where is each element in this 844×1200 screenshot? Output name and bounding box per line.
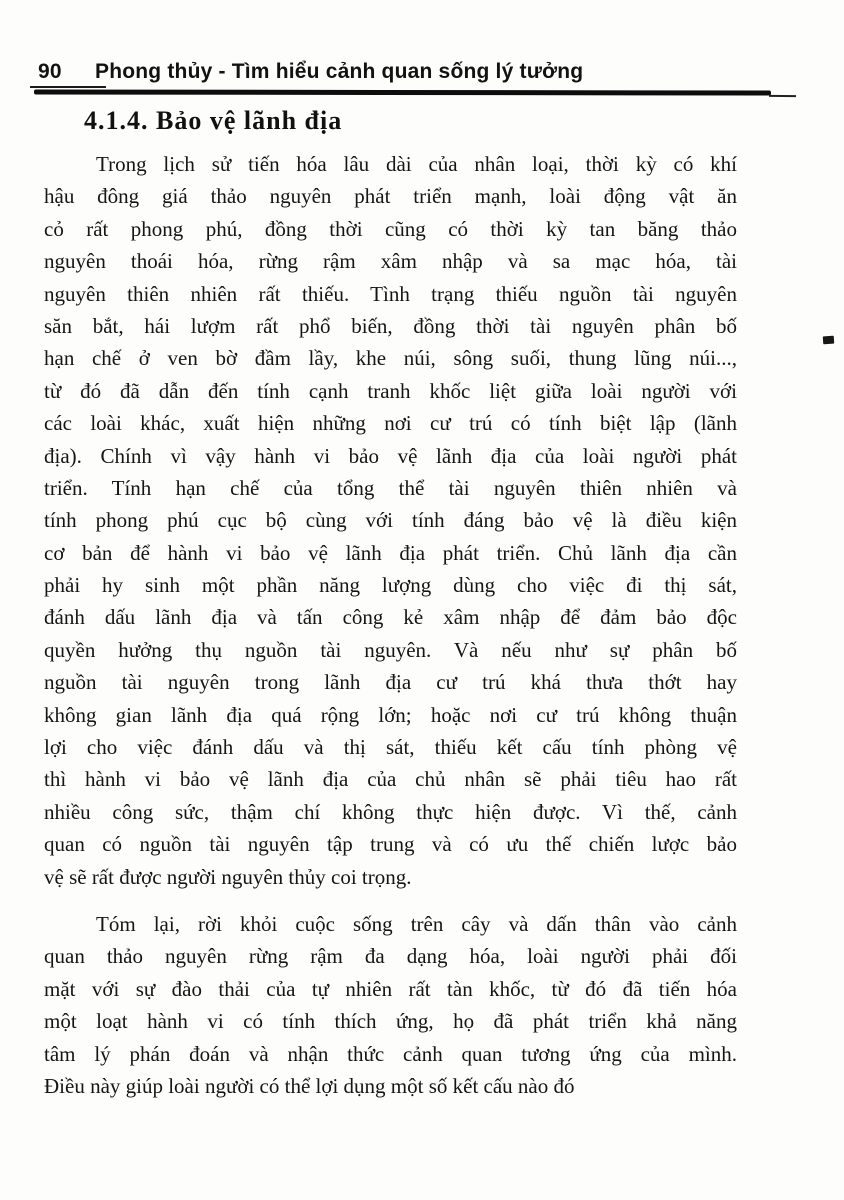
text-line: một loạt hành vi có tính thích ứng, họ đã phát triển khả năng — [44, 1009, 737, 1034]
header-rule-thin — [30, 86, 106, 88]
paragraph — [44, 148, 737, 893]
text-line: lợi cho việc đánh dấu và thị sát, thiếu kết cấu tính phòng vệ — [44, 735, 737, 760]
text-line: phải hy sinh một phần năng lượng dùng cho việc đi thị sát, — [44, 573, 737, 598]
body-text — [44, 148, 737, 1102]
text-line: không gian lãnh địa quá rộng lớn; hoặc nơi cư trú không thuận — [44, 702, 737, 727]
running-header — [38, 60, 778, 84]
text-line: Tóm lại, rời khỏi cuộc sống trên cây và dấn thân vào cảnh — [96, 911, 737, 936]
running-title: Phong thủy - Tìm hiểu cảnh quan sống lý tưởng — [95, 60, 584, 83]
ink-dash-mark — [823, 336, 835, 345]
text-line: địa). Chính vì vậy hành vi bảo vệ lãnh địa của loài người phát — [44, 443, 737, 468]
text-line: quyền hưởng thụ nguồn tài nguyên. Và nếu như sự phân bố — [44, 637, 737, 662]
text-line: tính phong phú cục bộ cùng với tính đáng bảo vệ là điều kiện — [44, 508, 737, 533]
text-line: mặt với sự đào thải của tự nhiên rất tàn khốc, từ đó đã tiến hóa — [44, 976, 737, 1001]
text-line: vệ sẽ rất được người nguyên thủy coi trọng. — [44, 864, 412, 889]
text-line: Trong lịch sử tiến hóa lâu dài của nhân loại, thời kỳ có khí — [96, 152, 737, 176]
text-line: cơ bản để hành vi bảo vệ lãnh địa phát triển. Chủ lãnh địa cần — [44, 540, 737, 565]
text-line: thì hành vi bảo vệ lãnh địa của chủ nhân sẽ phải tiêu hao rất — [44, 767, 737, 792]
page-number: 90 — [38, 60, 62, 83]
text-line: đánh dấu lãnh địa và tấn công kẻ xâm nhập để đảm bảo độc — [44, 605, 737, 630]
text-line: nguyên thoái hóa, rừng rậm xâm nhập và sa mạc hóa, tài — [44, 249, 737, 274]
text-line: cỏ rất phong phú, đồng thời cũng có thời kỳ tan băng thảo — [44, 216, 737, 241]
text-line: nhiều công sức, thậm chí không thực hiện được. Vì thế, cảnh — [44, 799, 737, 824]
text-line: săn bắt, hái lượm rất phổ biến, đồng thời tài nguyên phân bố — [44, 313, 737, 338]
paragraph — [44, 908, 737, 1102]
text-line: tâm lý phán đoán và nhận thức cảnh quan tương ứng của mình. — [44, 1041, 737, 1066]
text-line: các loài khác, xuất hiện những nơi cư trú có tính biệt lập (lãnh — [44, 411, 737, 436]
text-line: quan thảo nguyên rừng rậm đa dạng hóa, loài người phải đối — [44, 944, 737, 969]
text-line: quan có nguồn tài nguyên tập trung và có ưu thế chiến lược bảo — [44, 832, 737, 857]
text-line: triển. Tính hạn chế của tổng thể tài nguyên thiên nhiên và — [44, 475, 737, 500]
text-line: nguyên thiên nhiên rất thiếu. Tình trạng thiếu nguồn tài nguyên — [44, 281, 737, 306]
text-line: hậu đông giá thảo nguyên phát triển mạnh, loài động vật ăn — [44, 184, 737, 209]
text-line: từ đó đã dẫn đến tính cạnh tranh khốc liệt giữa loài người với — [44, 378, 737, 403]
text-line: nguồn tài nguyên trong lãnh địa cư trú khá thưa thớt hay — [44, 670, 737, 695]
header-rule — [34, 89, 771, 95]
text-line: Điều này giúp loài người có thể lợi dụng một số kết cấu nào đó — [44, 1073, 575, 1098]
section-heading: 4.1.4. Bảo vệ lãnh địa — [84, 106, 343, 135]
header-rule-tail — [769, 95, 796, 97]
text-line: hạn chế ở ven bờ đầm lầy, khe núi, sông suối, thung lũng núi..., — [44, 346, 737, 371]
